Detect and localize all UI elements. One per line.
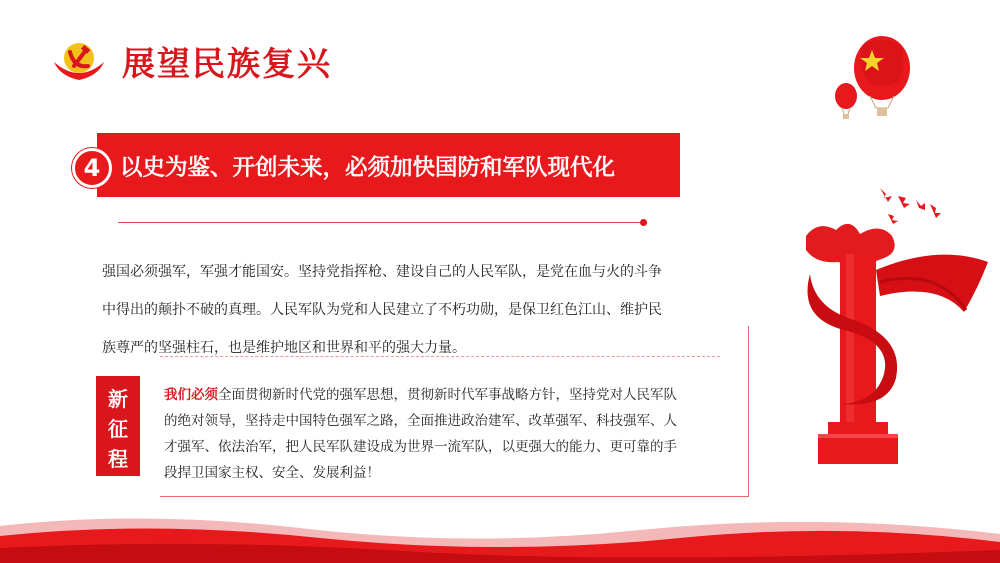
dashed-separator	[160, 356, 720, 357]
intro-line: 中得出的颠扑不破的真理。人民军队为党和人民建立了不朽功勋，是保卫红色江山、维护民	[102, 302, 662, 318]
section-number-badge: 4	[72, 148, 112, 188]
journey-line: 的绝对领导，坚持走中国特色强军之路，全面推进政治建军、改革强军、科技强军、人	[164, 413, 677, 429]
lead-phrase: 我们必须	[164, 387, 218, 403]
red-ribbon-wave-icon	[0, 508, 1000, 563]
box-border-bottom	[160, 496, 749, 497]
box-border-right	[748, 326, 749, 497]
doves-icon	[880, 188, 941, 224]
new-journey-paragraph	[164, 382, 734, 486]
journey-line: 才强军、依法治军，把人民军队建设成为世界一流军队，以更强大的能力、更可靠的手	[164, 439, 677, 455]
intro-line: 族尊严的坚强柱石，也是维护地区和世界和平的强大力量。	[102, 340, 466, 356]
page-title: 展望民族复兴	[122, 44, 332, 83]
new-journey-label	[96, 376, 140, 476]
huabiao-column-icon	[788, 178, 1000, 478]
hot-air-balloon-icon	[828, 30, 918, 130]
label-char: 程	[108, 447, 128, 471]
label-char: 征	[108, 417, 128, 441]
label-char: 新	[108, 387, 128, 411]
divider-dot	[640, 219, 647, 226]
divider-line	[118, 222, 640, 223]
intro-line: 强国必须强军，军强才能国安。坚持党指挥枪、建设自己的人民军队，是党在血与火的斗争	[102, 264, 662, 280]
journey-line: 全面贯彻新时代党的强军思想，贯彻新时代军事战略方针，坚持党对人民军队	[218, 387, 677, 403]
party-emblem-icon	[52, 40, 106, 82]
journey-line: 段捍卫国家主权、安全、发展利益！	[164, 465, 380, 481]
intro-paragraph	[102, 253, 702, 367]
section-heading: 以史为鉴、开创未来，必须加快国防和军队现代化	[120, 155, 616, 181]
